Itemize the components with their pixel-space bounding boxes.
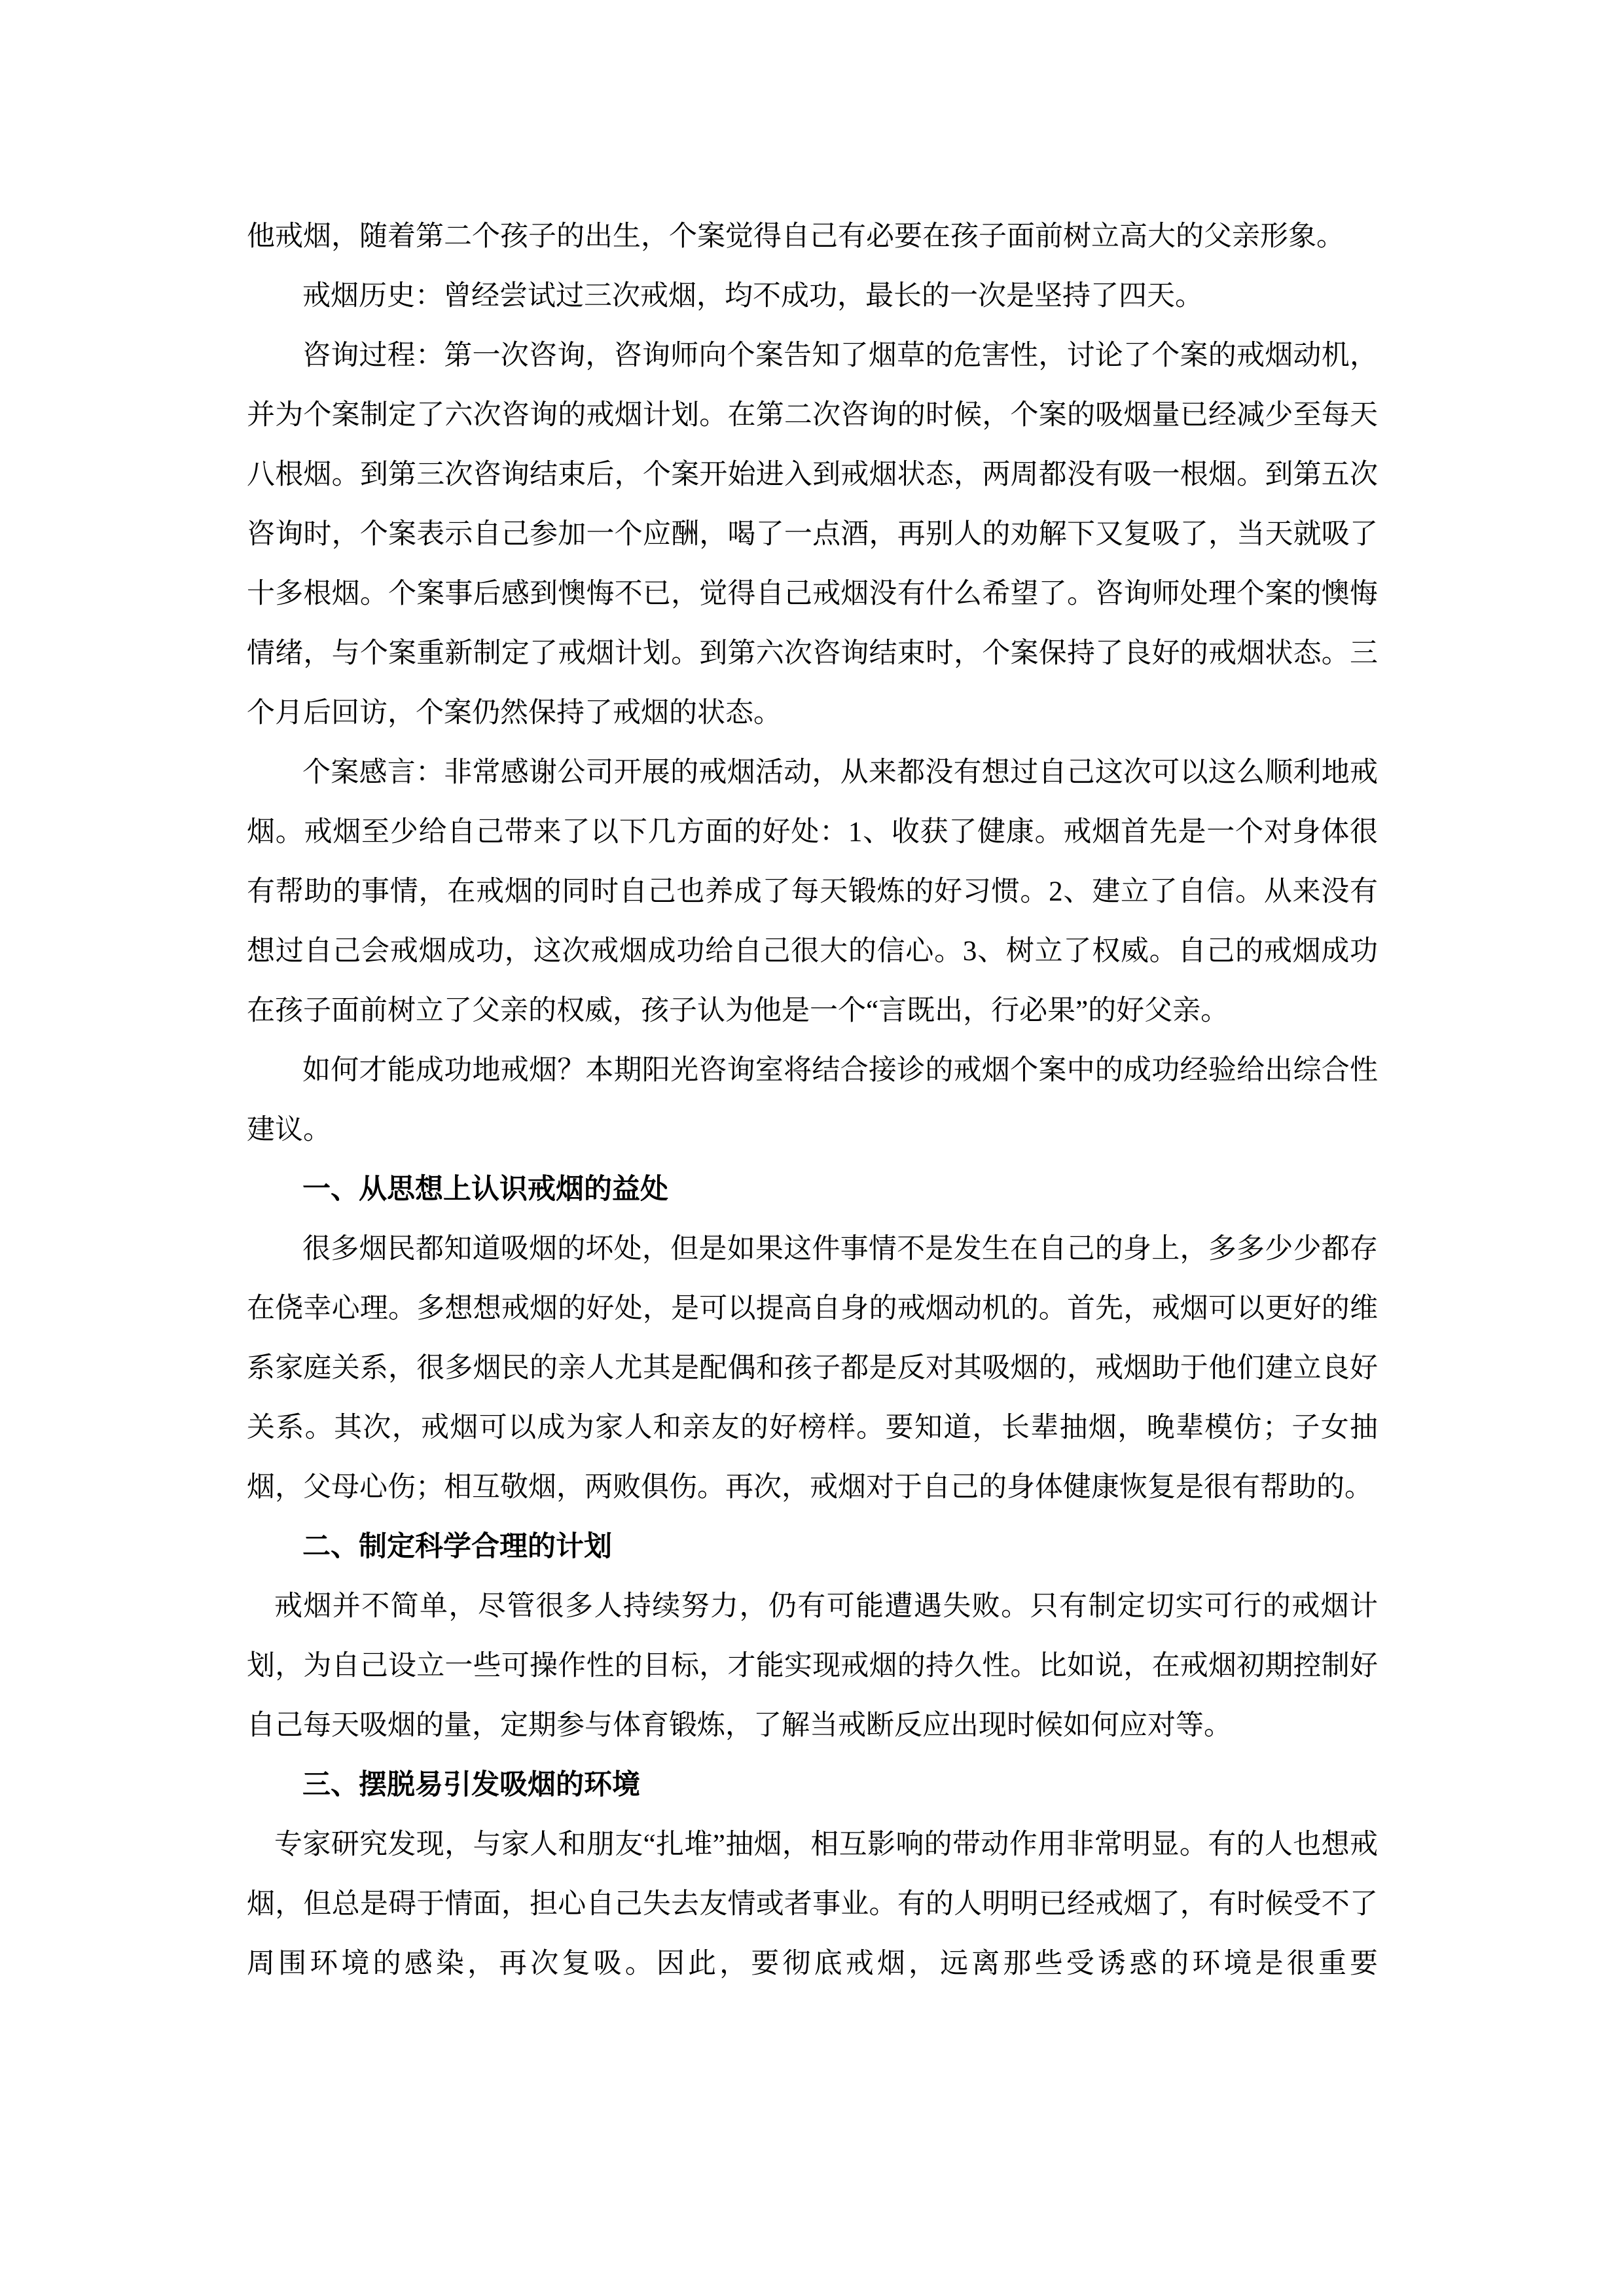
section-heading: 二、制定科学合理的计划 [302,1532,612,1562]
paragraph: 很多烟民都知道吸烟的坏处，但是如果这件事情不是发生在自己的身上，多多少少都存在侥幸心理。多想想戒烟的好处，是可以提高自身的戒烟动机的。首先，戒烟可以更好的维系家庭关系，很多烟民的亲人尤其是配偶和孩子都是反对其吸烟的，戒烟助于他们建立良好关系。其次，戒烟可以成为家人和亲友的好榜样。要知道，长辈抽烟，晚辈模仿；子女抽烟，父母心伤；相互敬烟，两败俱伤。再次，戒烟对于自己的身体健康恢复是很有帮助的。 [247,1234,1378,1503]
section-heading: 三、摆脱易引发吸烟的环境 [302,1770,640,1801]
paragraph: 戒烟并不简单，尽管很多人持续努力，仍有可能遭遇失败。只有制定切实可行的戒烟计划，为自己设立一些可操作性的目标，才能实现戒烟的持久性。比如说，在戒烟初期控制好自己每天吸烟的量，定期参与体育锻炼，了解当戒断反应出现时候如何应对等。 [247,1591,1378,1741]
paragraph: 专家研究发现，与家人和朋友“扎堆”抽烟，相互影响的带动作用非常明显。有的人也想戒烟，但总是碍于情面，担心自己失去友情或者事业。有的人明明已经戒烟了，有时候受不了周围环境的感染，再次复吸。因此，要彻底戒烟，远离那些受诱惑的环境是很重要 [247,1829,1378,1979]
paragraph: 如何才能成功地戒烟？本期阳光咨询室将结合接诊的戒烟个案中的成功经验给出综合性建议。 [247,1055,1378,1145]
paragraph: 个案感言：非常感谢公司开展的戒烟活动，从来都没有想过自己这次可以这么顺利地戒烟。戒烟至少给自己带来了以下几方面的好处：1、收获了健康。戒烟首先是一个对身体很有帮助的事情，在戒烟的同时自己也养成了每天锻炼的好习惯。2、建立了自信。从来没有想过自己会戒烟成功，这次戒烟成功给自己很大的信心。3、树立了权威。自己的戒烟成功在孩子面前树立了父亲的权威，孩子认为他是一个“言既出，行必果”的好父亲。 [247,757,1378,1026]
paragraph: 咨询过程：第一次咨询，咨询师向个案告知了烟草的危害性，讨论了个案的戒烟动机，并为个案制定了六次咨询的戒烟计划。在第二次咨询的时候，个案的吸烟量已经减少至每天八根烟。到第三次咨询结束后，个案开始进入到戒烟状态，两周都没有吸一根烟。到第五次咨询时，个案表示自己参加一个应酬，喝了一点酒，再别人的劝解下又复吸了，当天就吸了十多根烟。个案事后感到懊悔不已，觉得自己戒烟没有什么希望了。咨询师处理个案的懊悔情绪，与个案重新制定了戒烟计划。到第六次咨询结束时，个案保持了良好的戒烟状态。三个月后回访，个案仍然保持了戒烟的状态。 [247,340,1378,728]
section-heading: 一、从思想上认识戒烟的益处 [302,1174,668,1205]
document-body [247,207,1378,1994]
paragraph: 他戒烟，随着第二个孩子的出生，个案觉得自己有必要在孩子面前树立高大的父亲形象。 [247,221,1344,252]
paragraph: 戒烟历史：曾经尝试过三次戒烟，均不成功，最长的一次是坚持了四天。 [302,281,1203,312]
